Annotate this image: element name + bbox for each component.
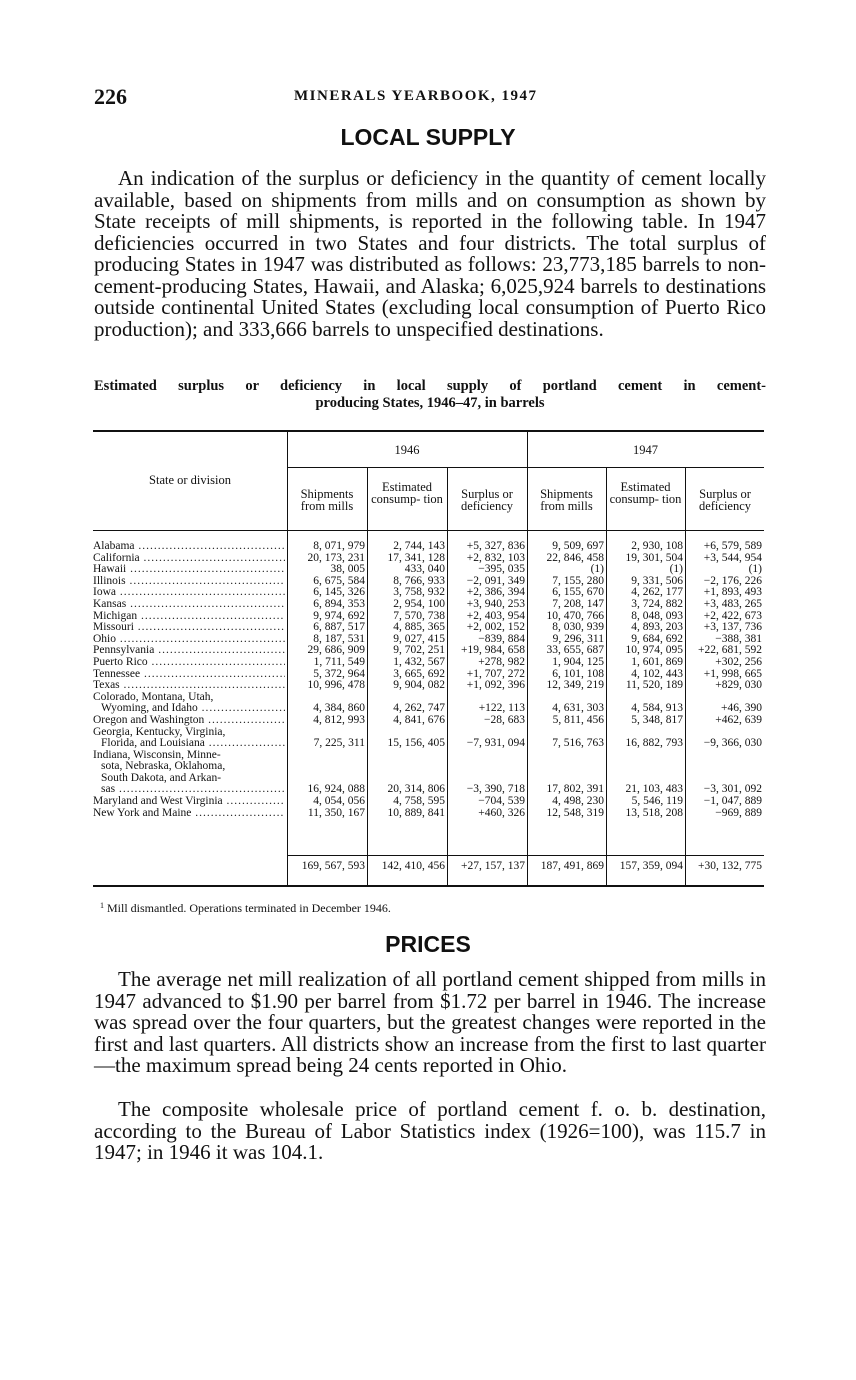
row-label xyxy=(93,576,287,588)
cell-surplus-1946: +5, 327, 836 xyxy=(466,540,525,552)
row-label-text: California ..... xyxy=(93,553,285,565)
row-label-text: Tennessee ..... xyxy=(93,669,285,681)
cell-surplus-1947: −9, 366, 030 xyxy=(703,737,762,750)
table-row xyxy=(93,796,764,808)
row-label xyxy=(93,611,287,623)
cell-consumption-1946: 2, 744, 143 xyxy=(393,540,445,552)
total-shipments-1947: 187, 491, 869 xyxy=(540,860,604,872)
cell-consumption-1947: 19, 301, 504 xyxy=(625,551,683,564)
cell-consumption-1946: 433, 040 xyxy=(404,563,445,576)
row-label xyxy=(93,796,287,808)
cell-surplus-1947: −388, 381 xyxy=(715,632,762,645)
row-label-text: New York and Maine ..... xyxy=(93,808,285,820)
table-row xyxy=(93,680,764,692)
cell-surplus-1947: (1) xyxy=(748,563,762,576)
cell-shipments-1946: 7, 225, 311 xyxy=(313,737,365,750)
data-table xyxy=(93,541,764,819)
cell-surplus-1947: +2, 422, 673 xyxy=(703,609,762,622)
cell-consumption-1947: 4, 893, 203 xyxy=(631,621,683,634)
table-caption-line-2: producing States, 1946–47, in barrels xyxy=(315,395,545,411)
cell-shipments-1946: 9, 974, 692 xyxy=(313,609,365,622)
cell-surplus-1946: +2, 403, 954 xyxy=(466,609,525,622)
cell-consumption-1946: 10, 889, 841 xyxy=(387,806,445,819)
cell-shipments-1947: 6, 101, 108 xyxy=(552,667,604,680)
header-shipments-1946: Shipments from mills xyxy=(300,487,354,513)
row-label-line: sota, Nebraska, Oklahoma, xyxy=(101,761,226,773)
cell-surplus-1947: +462, 639 xyxy=(715,713,762,726)
footnote-mark: 1 xyxy=(100,901,104,910)
totals-top-rule xyxy=(287,855,764,856)
cell-surplus-1947: −969, 889 xyxy=(715,806,762,819)
row-label-line: sas ..... xyxy=(93,784,285,796)
header-bottom-rule xyxy=(93,530,764,531)
cell-surplus-1946: −2, 091, 349 xyxy=(466,574,525,587)
cell-surplus-1947: −2, 176, 226 xyxy=(703,574,762,587)
cell-surplus-1947: +3, 544, 954 xyxy=(703,551,762,564)
cell-shipments-1947: 12, 349, 219 xyxy=(546,679,604,692)
row-label-text: Michigan ..... xyxy=(93,611,285,623)
cell-surplus-1947: −1, 047, 889 xyxy=(703,795,762,808)
cell-surplus-1946: −7, 931, 094 xyxy=(466,737,525,750)
cell-surplus-1946: +278, 982 xyxy=(478,655,525,668)
cell-consumption-1947: 10, 974, 095 xyxy=(625,644,683,657)
cell-surplus-1947: +3, 483, 265 xyxy=(703,597,762,610)
table-row xyxy=(93,750,764,796)
cell-surplus-1946: +3, 940, 253 xyxy=(466,597,525,610)
row-label xyxy=(93,808,287,820)
cell-shipments-1946: 29, 686, 909 xyxy=(307,644,365,657)
cell-surplus-1946: +1, 092, 396 xyxy=(466,679,525,692)
cell-consumption-1946: 4, 885, 365 xyxy=(393,621,445,634)
total-surplus-1946: +27, 157, 137 xyxy=(461,860,525,872)
row-label-text: Puerto Rico ..... xyxy=(93,657,285,669)
cell-consumption-1946: 20, 314, 806 xyxy=(387,783,445,796)
local-supply-heading: LOCAL SUPPLY xyxy=(340,124,516,150)
cell-shipments-1946: 8, 187, 531 xyxy=(313,632,365,645)
cell-consumption-1947: 3, 724, 882 xyxy=(631,597,683,610)
header-year-1946: 1946 xyxy=(394,443,420,457)
cell-surplus-1947: +22, 681, 592 xyxy=(698,644,762,657)
row-label-text: Hawaii ..... xyxy=(93,564,285,576)
cell-consumption-1946: 4, 758, 595 xyxy=(393,795,445,808)
cell-shipments-1946: 6, 145, 326 xyxy=(313,586,365,599)
header-surplus-1946: Surplus or deficiency xyxy=(460,487,514,513)
cell-shipments-1947: 6, 155, 670 xyxy=(552,586,604,599)
row-label-line: Indiana, Wisconsin, Minne- xyxy=(93,749,221,761)
cell-surplus-1947: +46, 390 xyxy=(721,702,762,715)
cell-shipments-1946: 38, 005 xyxy=(330,563,365,576)
cell-shipments-1946: 4, 384, 860 xyxy=(313,702,365,715)
row-label-text: Iowa ..... xyxy=(93,587,285,599)
cell-shipments-1947: 7, 208, 147 xyxy=(552,597,604,610)
cell-shipments-1947: 4, 498, 230 xyxy=(552,795,604,808)
row-label-text: Alabama ..... xyxy=(93,541,285,553)
cell-consumption-1947: 1, 601, 869 xyxy=(631,655,683,668)
cell-surplus-1947: +829, 030 xyxy=(715,679,762,692)
total-surplus-1947: +30, 132, 775 xyxy=(698,860,762,872)
cell-consumption-1946: 9, 027, 415 xyxy=(393,632,445,645)
header-state: State or division xyxy=(149,473,231,487)
table-row xyxy=(93,715,764,727)
journal-title: MINERALS YEARBOOK, 1947 xyxy=(294,88,538,104)
year-divider-rule xyxy=(287,467,764,468)
table-row xyxy=(93,808,764,820)
running-head xyxy=(94,84,766,108)
cell-consumption-1946: 2, 954, 100 xyxy=(393,597,445,610)
local-supply-paragraph: An indication of the surplus or deficiency in the quantity of cement locally available, based on shipments from mills and on consumption as shown by State receipts of mill shipments, is reported in the following table. In 1947 deficiencies occurred in two States and four districts. The total surplus of producing States in 1947 was distributed as follows: 23,773,185 barrels to non-cement-producing States, Hawaii, and Alaska; 6,025,924 barrels to destinations outside continental United States (excluding local consumption of Puerto Rico production); and 333,666 barrels to unspecified destinations. xyxy=(94,166,766,341)
cell-shipments-1947: 12, 548, 319 xyxy=(546,806,604,819)
row-label-line: Georgia, Kentucky, Virginia, xyxy=(93,726,226,738)
cell-consumption-1946: 17, 341, 128 xyxy=(387,551,445,564)
prices-paragraph-1: The average net mill realization of all portland cement shipped from mills in 1947 advanced to $1.90 per barrel from $1.72 per barrel in 1946. The increase was spread over the four quarters, but the greatest changes were reported in the first and last quarters. All districts show an increase from the first to last quarter—the maximum spread being 24 cents reported in Ohio. xyxy=(94,967,766,1077)
cell-consumption-1947: 8, 048, 093 xyxy=(631,609,683,622)
cell-shipments-1947: 17, 802, 391 xyxy=(546,783,604,796)
row-label xyxy=(93,564,287,576)
header-year-1947: 1947 xyxy=(633,443,658,457)
cell-shipments-1947: 4, 631, 303 xyxy=(552,702,604,715)
cell-consumption-1947: 11, 520, 189 xyxy=(625,679,683,692)
cell-shipments-1946: 11, 350, 167 xyxy=(307,806,365,819)
total-consumption-1947: 157, 359, 094 xyxy=(619,860,683,872)
row-label-text: Kansas ..... xyxy=(93,599,285,611)
cell-shipments-1946: 6, 894, 353 xyxy=(313,597,365,610)
cell-surplus-1946: +2, 832, 103 xyxy=(466,551,525,564)
cell-surplus-1946: +19, 984, 658 xyxy=(461,644,525,657)
row-label xyxy=(93,750,287,796)
row-label xyxy=(93,645,287,657)
cell-surplus-1946: +460, 326 xyxy=(478,806,525,819)
table-row xyxy=(93,599,764,611)
header-shipments-1947: Shipments from mills xyxy=(540,487,593,513)
cell-shipments-1947: 33, 655, 687 xyxy=(546,644,604,657)
cell-surplus-1946: +1, 707, 272 xyxy=(466,667,525,680)
row-label-text: Maryland and West Virginia ..... xyxy=(93,796,285,808)
table-row xyxy=(93,692,764,715)
cell-consumption-1946: 1, 432, 567 xyxy=(393,655,445,668)
cell-surplus-1946: +2, 002, 152 xyxy=(466,621,525,634)
cell-consumption-1947: 9, 684, 692 xyxy=(631,632,683,645)
row-label-text: Pennsylvania ..... xyxy=(93,645,285,657)
cell-surplus-1946: +2, 386, 394 xyxy=(466,586,525,599)
header-consumption-1947: Estimated consump- tion xyxy=(609,480,682,506)
cell-consumption-1946: 3, 758, 932 xyxy=(393,586,445,599)
cell-consumption-1947: 5, 348, 817 xyxy=(631,713,683,726)
table-bottom-rule xyxy=(93,885,764,887)
cell-shipments-1946: 8, 071, 979 xyxy=(313,540,365,552)
cell-shipments-1947: 1, 904, 125 xyxy=(552,655,604,668)
table-row xyxy=(93,541,764,553)
table-row xyxy=(93,727,764,750)
cell-surplus-1946: −3, 390, 718 xyxy=(466,783,525,796)
cell-surplus-1947: +1, 998, 665 xyxy=(703,667,762,680)
cell-shipments-1947: 7, 516, 763 xyxy=(552,737,604,750)
cell-surplus-1947: +6, 579, 589 xyxy=(703,540,762,552)
row-label-text: Oregon and Washington ..... xyxy=(93,715,285,727)
cell-shipments-1946: 20, 173, 231 xyxy=(307,551,365,564)
row-label xyxy=(93,587,287,599)
cell-consumption-1946: 7, 570, 738 xyxy=(393,609,445,622)
cell-consumption-1947: 21, 103, 483 xyxy=(625,783,683,796)
prices-paragraph-2: The composite wholesale price of portland cement f. o. b. destination, according to the Bureau of Labor Statistics index (1926=100), was 115.7 in 1947; in 1946 it was 104.1. xyxy=(94,1097,766,1164)
cell-shipments-1946: 5, 372, 964 xyxy=(313,667,365,680)
cell-surplus-1947: +1, 893, 493 xyxy=(703,586,762,599)
cell-consumption-1947: 2, 930, 108 xyxy=(631,540,683,552)
cell-shipments-1946: 4, 054, 056 xyxy=(313,795,365,808)
cell-surplus-1947: +302, 256 xyxy=(715,655,762,668)
cell-consumption-1946: 15, 156, 405 xyxy=(387,737,445,750)
row-label xyxy=(93,657,287,669)
row-label xyxy=(93,669,287,681)
cell-shipments-1946: 10, 996, 478 xyxy=(307,679,365,692)
cell-consumption-1946: 8, 766, 933 xyxy=(393,574,445,587)
total-shipments-1946: 169, 567, 593 xyxy=(301,860,365,872)
cell-shipments-1947: 9, 296, 311 xyxy=(552,632,604,645)
cell-surplus-1946: −28, 683 xyxy=(484,713,525,726)
row-label-text: Ohio ..... xyxy=(93,634,285,646)
cell-consumption-1947: 4, 584, 913 xyxy=(631,702,683,715)
cell-shipments-1946: 16, 924, 088 xyxy=(307,783,365,796)
table-caption xyxy=(94,378,766,412)
cell-shipments-1947: 7, 155, 280 xyxy=(552,574,604,587)
row-label-line: Colorado, Montana, Utah, xyxy=(93,691,214,703)
cell-surplus-1947: −3, 301, 092 xyxy=(703,783,762,796)
cell-surplus-1946: −395, 035 xyxy=(478,563,525,576)
footnote xyxy=(100,901,391,916)
table-row xyxy=(93,622,764,634)
cell-shipments-1947: 22, 846, 458 xyxy=(546,551,604,564)
totals-row xyxy=(93,860,764,872)
cell-consumption-1946: 3, 665, 692 xyxy=(393,667,445,680)
header-surplus-1947: Surplus or deficiency xyxy=(698,487,752,513)
cell-shipments-1947: 8, 030, 939 xyxy=(552,621,604,634)
total-consumption-1946: 142, 410, 456 xyxy=(381,860,445,872)
cell-surplus-1946: −704, 539 xyxy=(478,795,525,808)
cell-consumption-1947: 4, 262, 177 xyxy=(631,586,683,599)
row-label-line: Florida, and Louisiana ..... xyxy=(93,738,285,750)
cell-consumption-1947: 16, 882, 793 xyxy=(625,737,683,750)
row-label xyxy=(93,541,287,553)
cell-consumption-1947: 4, 102, 443 xyxy=(631,667,683,680)
cell-shipments-1947: (1) xyxy=(590,563,604,576)
cell-surplus-1946: −839, 884 xyxy=(478,632,525,645)
cell-shipments-1946: 6, 675, 584 xyxy=(313,574,365,587)
row-label-text: Illinois ..... xyxy=(93,576,285,588)
cell-shipments-1946: 6, 887, 517 xyxy=(313,621,365,634)
cell-consumption-1947: (1) xyxy=(669,563,683,576)
row-label xyxy=(93,622,287,634)
row-label-line: South Dakota, and Arkan- xyxy=(101,772,222,784)
cell-shipments-1947: 10, 470, 766 xyxy=(546,609,604,622)
cell-surplus-1946: +122, 113 xyxy=(478,702,525,715)
header-consumption-1946: Estimated consump- tion xyxy=(371,480,443,506)
page-number: 226 xyxy=(94,84,127,109)
cell-consumption-1946: 9, 904, 082 xyxy=(393,679,445,692)
cell-shipments-1947: 9, 509, 697 xyxy=(552,540,604,552)
table-top-rule xyxy=(93,430,764,432)
table-row xyxy=(93,657,764,669)
cell-shipments-1946: 4, 812, 993 xyxy=(313,713,365,726)
table-body xyxy=(93,541,764,819)
row-label xyxy=(93,692,287,715)
row-label xyxy=(93,727,287,750)
footnote-text: Mill dismantled. Operations terminated in December 1946. xyxy=(107,901,391,915)
cell-consumption-1947: 5, 546, 119 xyxy=(631,795,683,808)
row-label xyxy=(93,599,287,611)
row-label xyxy=(93,553,287,565)
cell-shipments-1947: 5, 811, 456 xyxy=(552,713,604,726)
row-label xyxy=(93,634,287,646)
cell-consumption-1947: 9, 331, 506 xyxy=(631,574,683,587)
cell-surplus-1947: +3, 137, 736 xyxy=(703,621,762,634)
cell-consumption-1947: 13, 518, 208 xyxy=(625,806,683,819)
cell-consumption-1946: 4, 841, 676 xyxy=(393,713,445,726)
prices-heading: PRICES xyxy=(385,931,471,957)
row-label xyxy=(93,680,287,692)
row-label-line: Wyoming, and Idaho ..... xyxy=(93,703,285,715)
cell-consumption-1946: 9, 702, 251 xyxy=(393,644,445,657)
row-label-text: Texas ..... xyxy=(93,680,285,692)
cell-consumption-1946: 4, 262, 747 xyxy=(393,702,445,715)
cell-shipments-1946: 1, 711, 549 xyxy=(313,655,365,668)
row-label-text: Missouri ..... xyxy=(93,622,285,634)
row-label xyxy=(93,715,287,727)
table-caption-line-1: Estimated surplus or deficiency in local supply of portland cement in cement- xyxy=(94,378,766,394)
